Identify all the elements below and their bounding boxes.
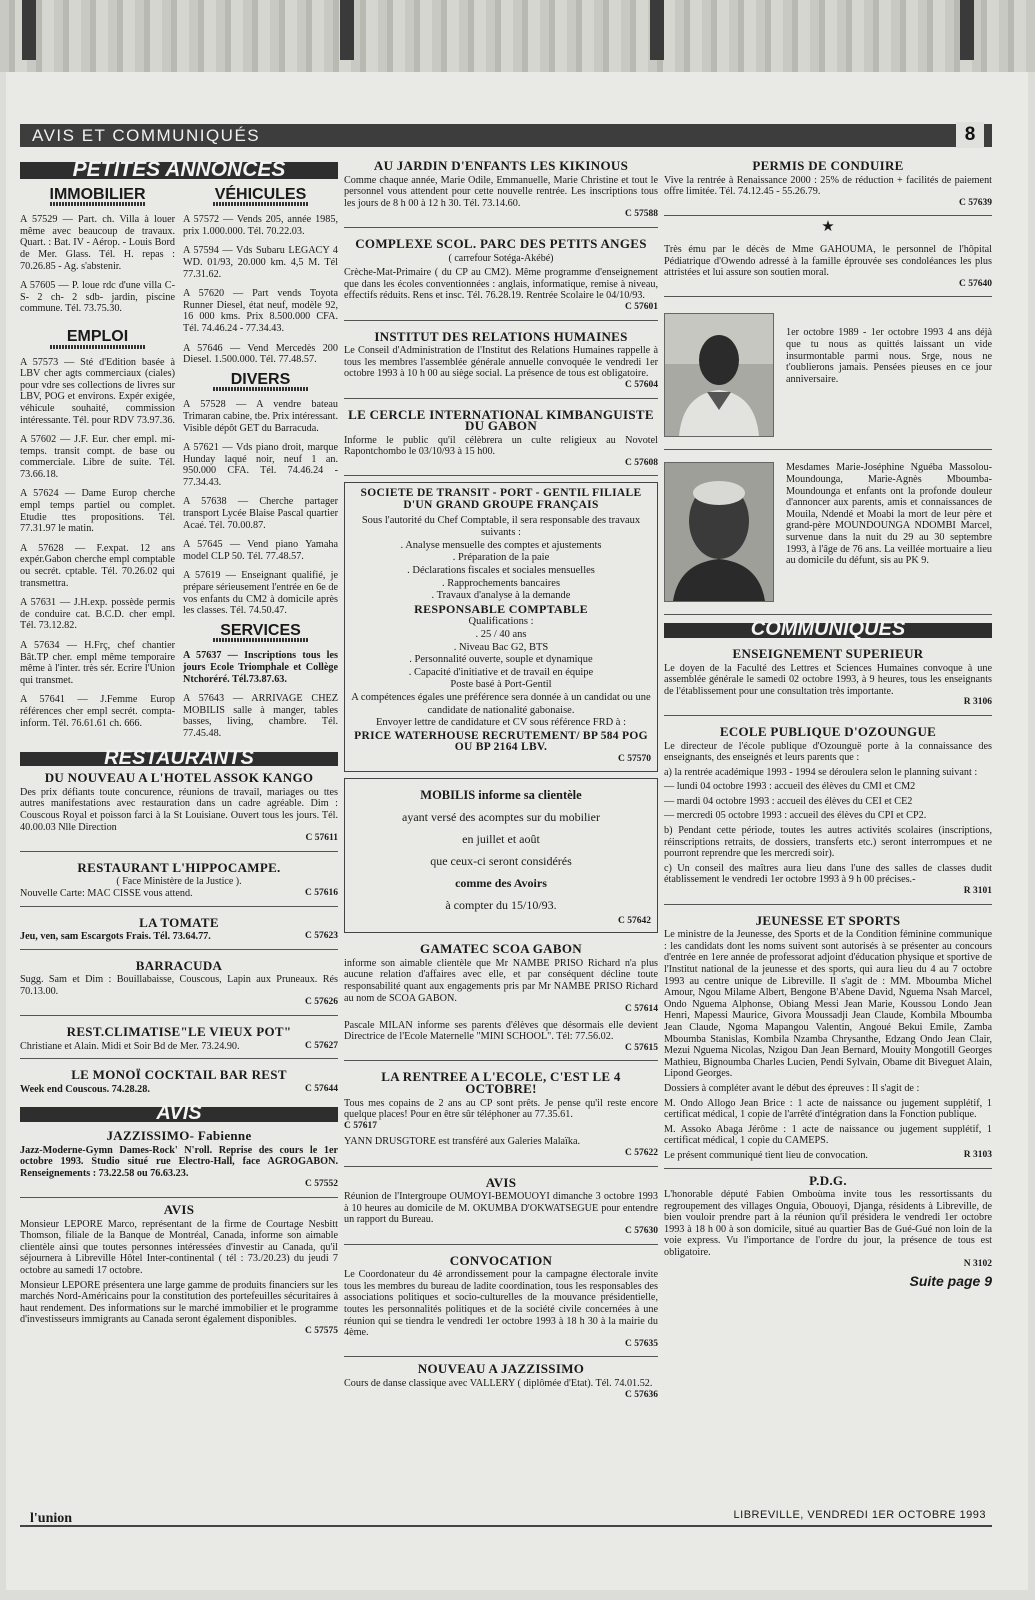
ad-item: A 57637 — Inscriptions tous les jours Ecole Triomphale et Collège Ntchoréré. Tél.73.87.63. <box>183 650 338 685</box>
binding-mark <box>22 0 36 60</box>
avis-ad <box>344 1173 658 1245</box>
notice-text: L'honorable député Fabien Omboùma invite tous les ressortissants du regroupement des villages Onguia, Obouoyi, Djanga, résidents à Libreville, de bien vouloir prendre part à la réunion qu'il présidera le vendredi 1er octobre 1993 à 18 h 00 à son domicile, situé au quartier Bas de Gué-Gué non loin de la voie express. Vu l'importance de l'ordre du jour, la présence de tous est obligatoire. <box>664 1189 992 1259</box>
memorial-text: 1er octobre 1989 - 1er octobre 1993 4 ans déjà que tu nous as quittés laissant un vide insurmontable parmi nous. Srge, nous ne t'oublierons jamais. Pensées pieuses en ce jour anniversaire. <box>786 327 992 385</box>
job-line: . 25 / 40 ans <box>475 629 527 640</box>
kikinous-ad <box>344 156 658 228</box>
ad-item: A 57602 — J.F. Eur. cher empl. mi-temps. transit compt. de base ou commerciale. Libre de suite. Tél. 73.66.18. <box>20 434 175 480</box>
job-line: Sous l'autorité du Chef Comptable, il sera responsable des travaux suivants : <box>361 514 641 539</box>
restaurant-text: Sugg. Sam et Dim : Bouillabaisse, Couscous, Lapin aux Pruneaux. Rés 70.13.00. <box>20 974 338 997</box>
restaurant-ad <box>20 1022 338 1059</box>
ad-text: Cours de danse classique avec VALLERY ( diplômée d'Etat). Tél. 74.01.52. <box>344 1377 653 1389</box>
vehicules-heading: VÉHICULES <box>214 185 307 203</box>
notice-text: Dossiers à compléter avant le début des épreuves : Il s'agit de : <box>664 1082 920 1094</box>
restaurant-ad <box>20 858 338 907</box>
notice-text: Le doyen de la Faculté des Lettres et Sciences Humaines convoque à une assemblée générale le samedi 02 octobre 1993, à 9 heures, tous les enseignants de l'établissement pour une consultation très importante. <box>664 662 992 697</box>
ad-item: A 57620 — Part vends Toyota Runner Diesel, état neuf, modèle 92, 16 000 kms. Prix 8.500.000 CFA. Tél. 74.46.24 - 77.34.43. <box>183 288 338 334</box>
column-middle <box>344 156 658 1401</box>
divers-heading: DIVERS <box>230 370 291 388</box>
enseignement-notice <box>664 644 992 716</box>
communiques-banner: COMMUNIQUES <box>664 623 992 638</box>
ad-code: C 57617 <box>344 1120 377 1131</box>
lepore-text: Monsieur LEPORE Marco, représentant de la firme de Courtage Nesbitt Thomson, filiale de la Banque de Montréal, Canada, informe son aimable clientèle ainsi que toutes personnes intéressées d'investir au Canada, qu'il séjournera à Libreville Hôtel Inter-continental ( tél : 73./20.23) du jeudi 7 octobre au samedi 17 octobre. <box>20 1218 338 1276</box>
ad-text: Pascale MILAN informe ses parents d'élèves que désormais elle devient Directrice de l'Ecole Maternelle "MINI SCHOOL". Tél: 77.56.02. <box>344 1019 658 1043</box>
job-line: . Niveau Bac G2, BTS <box>453 641 549 653</box>
ad-text: Crèche-Mat-Primaire ( du CP au CM2). Même programme d'enseignement que dans les écoles conventionnées : anglais, informatique, remise à niveau, effectifs réduits. Rens et insc. Tél. 76.28.19. Rentrée Scolaire le 04/10/93. <box>344 267 658 302</box>
ad-subtitle: ( carrefour Sotéga-Akébé) <box>448 252 554 264</box>
mobilis-line: MOBILIS informe sa clientèle <box>420 787 582 802</box>
deceased-text: Mesdames Marie-Joséphine Nguéba Massolou-Moundounga, Marie-Agnès Mboumba-Moundounga et enfants ont la profonde douleur d'annoncer aux parents, amis et connaissances de Mouila, Ndendé et Moabi la mort de leur père et grand-père MOUNDOUNGA NDOMBI Marcel, survenue dans la nuit du 29 au 30 septembre 1993, à l'âge de 76 ans. La veillée mortuaire a lieu au domicile du défunt, sis au PK 9. <box>786 462 992 567</box>
section-title: AVIS ET COMMUNIQUÉS <box>32 126 261 145</box>
ad-title: LA RENTREE A L'ECOLE, C'EST LE 4 OCTOBRE! <box>381 1069 621 1097</box>
ad-item: A 57621 — Vds piano droit, marque Hunday laqué noir, neuf 1 an. 950.000 CFA. Tél. 74.46.24 - 77.34.43. <box>183 442 338 488</box>
heading-rule <box>50 202 146 206</box>
ad-item: A 57634 — H.Frç, chef chantier Bât.TP cher. empl même temporaire même à l'inter. très sér. Ecrire l'Union qui transmet. <box>20 640 175 686</box>
ad-code: C 57614 <box>625 1004 658 1015</box>
schedule-item: — mardi 04 octobre 1993 : accueil des élèves du CEI et CE2 <box>664 795 913 807</box>
ad-text: Informe le public qu'il célèbrera un culte religieux au Novotel Rapontchombo le 03/10/93 à 15 h00. <box>344 434 658 458</box>
ad-title: PERMIS DE CONDUIRE <box>752 158 904 173</box>
notice-title: ECOLE PUBLIQUE D'OZOUNGUE <box>719 723 937 739</box>
restaurant-name: DU NOUVEAU A L'HOTEL ASSOK KANGO <box>44 770 314 786</box>
notice-text: b) Pendant cette période, toutes les autres activités scolaires (inscriptions, réinscriptions retraits, de dossiers, transferts etc.) seront interrompues et ne pourront reprendre que les mercredi soir). <box>664 825 992 860</box>
notice-text: c) Un conseil des maîtres aura lieu dans l'une des salles de classes dudit établissement le vendredi 1er octobre 1993 à 9 h 00 précises.- <box>664 862 992 886</box>
column-right <box>664 156 992 1288</box>
ad-item: A 57641 — J.Femme Europ références cher empl secrét. compta- inform. Tél. 76.61.61 ch. 666. <box>20 694 175 729</box>
ad-item: A 57646 — Vend Mercedès 200 Diesel. 1.500.000. Tél. 77.48.57. <box>183 342 338 366</box>
page-number: 8 <box>956 122 984 148</box>
portrait-image <box>665 314 773 436</box>
ad-code: C 57642 <box>618 915 651 926</box>
ad-code: C 57622 <box>625 1148 658 1159</box>
gamatec-ad <box>344 939 658 1061</box>
restaurant-name: LA TOMATE <box>139 914 219 930</box>
heading-rule <box>213 638 309 642</box>
schedule-item: — mercredi 05 octobre 1993 : accueil des élèves du CPI et CP2. <box>664 810 927 822</box>
ad-code: C 57604 <box>625 379 658 390</box>
ad-code: C 57588 <box>625 209 658 220</box>
notice-text: a) la rentrée académique 1993 - 1994 se déroulera selon le planning suivant : <box>664 766 978 778</box>
ad-item: A 57628 — F.expat. 12 ans expér.Gabon cherche empl comptable ou secrét. cptable. Tél. 70.26.02 qui transmettra. <box>20 542 175 589</box>
classifieds-col-b <box>183 183 338 748</box>
notice-text: Le ministre de la Jeunesse, des Sports et de la Condition féminine communique : les candidats dont les noms suivent sont autorisés à se présenter au concours d'entrée en 1ere année de professorat adjoint d'éducation physique et sportive de l'Institut national de la jeunesse et des sports, qui aura lieu du 4 au 7 octobre 1993 au centre unique de Libreville. Il s'agit de : MM. Mboumba Michel Amour, Ngou Milame Albert, Bengone B'Abene David, Nguema Nsah Marcel, Ondo Nguema Alphonse, Obiang Messi Jean Marie, Koussou Londo Jean Henri, Mapessi Maurice, Givora Moussadji Jean Claude, Kombila Mboumba Jean Claude, Ngoma Mapangou Valentin, Angoué Bekui Emile, Zamba Mboumba Stanislas, Kombila Nzamba Chrysanthe, Edzang Ondo Jean Clair, Mezui Nguema Nicolas, Nzigou Dan Jean Bernard, Mouity Mongotill Georges Mathieu, Bignoumba Charles Lucien, Pendi Sylvain, Obame dit Biveguet Alain, Lipond Georges. <box>664 929 992 1080</box>
ad-text: YANN DRUSGTORE est transféré aux Galeries Malaïka. <box>344 1136 581 1148</box>
portrait-photo <box>664 462 774 602</box>
ad-code: C 57601 <box>625 301 658 312</box>
ad-code: C 57627 <box>305 1040 338 1051</box>
mobilis-line: à compter du 15/10/93. <box>445 897 557 912</box>
restaurant-text: Christiane et Alain. Midi et Soir Bd de Mer. 73.24.90. <box>20 1040 240 1052</box>
job-role: RESPONSABLE COMPTABLE <box>414 601 588 616</box>
jazzissimo-nouveau-ad <box>344 1363 658 1401</box>
restaurant-text: Week end Couscous. 74.28.28. <box>20 1083 150 1095</box>
services-heading: SERVICES <box>220 621 301 639</box>
ad-item: A 57624 — Dame Europ cherche empl temps partiel ou complet. Etudie ttes propositions. Tél. 77.31.97 le matin. <box>20 488 175 535</box>
job-line: . Personnalité ouverte, souple et dynamique <box>409 654 593 666</box>
ad-code: C 57644 <box>305 1083 338 1094</box>
restaurant-subtitle: ( Face Ministère de la Justice ). <box>116 876 242 888</box>
star-separator: ★ <box>821 219 835 236</box>
ad-text: Très ému par le décès de Mme GAHOUMA, le personnel de l'hôpital Pédiatrique d'Owendo adressé à la famille éprouvée ses condoléances les plus attristées et lui assure son soutien moral. <box>664 243 992 279</box>
notice-text: Le présent communiqué tient lieu de convocation. <box>664 1149 868 1161</box>
binding-mark <box>340 0 354 60</box>
ad-text: Tous mes copains de 2 ans au CP sont prêts. Je pense qu'il reste encore quelque places! Pour en être sûr téléphoner au 77.35.61. <box>344 1097 658 1121</box>
ad-code: C 57640 <box>959 278 992 289</box>
ad-code: C 57552 <box>305 1179 338 1190</box>
job-line: . Capacité d'initiative et de travail en équipe <box>408 666 594 678</box>
job-line: Qualifications : <box>468 616 534 628</box>
ad-code: C 57608 <box>625 457 658 468</box>
ad-item: A 57619 — Enseignant qualifié, je prépare sérieusement l'entrée en 6e de vos enfants du CM2 à domicile après les classes. Tél. 74.50.47. <box>183 570 338 617</box>
portrait-photo <box>664 313 774 437</box>
job-line: . Travaux d'analyse à la demande <box>431 590 571 602</box>
restaurant-text: Jeu, ven, sam Escargots Frais. Tél. 73.64.77. <box>20 931 211 943</box>
ad-title: NOUVEAU A JAZZISSIMO <box>417 1361 585 1377</box>
classifieds-grid <box>20 183 338 748</box>
jazz-text: Jazz-Moderne-Gymn Dames-Rock' N'roll. Reprise des cours le 1er octobre 1993. Studio situé rue Electro-Hall, face AGROGABON. Renseignements : 73.22.58 ou 76.63.23. <box>20 1144 338 1179</box>
notice-code: R 3103 <box>963 1149 992 1160</box>
ad-item: A 57638 — Cherche partager transport Lycée Blaise Pascal quartier Acaé. Tél. 70.00.87. <box>183 496 338 531</box>
ad-item: A 57528 — A vendre bateau Trimaran cabine, tbe. Prix intéressant. Visible dépôt GET du Barracuda. <box>183 399 338 434</box>
petites-annonces-banner: PETITES ANNONCES <box>20 162 338 179</box>
lepore-text-2: Monsieur LEPORE présentera une large gamme de produits financiers sur les marchés Nord-Américains pour la constitution des portefeuilles sécuritaires à haut rendement. Des informations sur le marché immobilier et le programme d'investisseurs immigrants au Canada seront également disponibles. <box>20 1279 338 1326</box>
restaurant-ad <box>20 768 338 852</box>
issue-date: LIBREVILLE, VENDREDI 1ER OCTOBRE 1993 <box>733 1509 986 1521</box>
continued-link[interactable]: Suite page 9 <box>909 1273 992 1290</box>
binding-mark <box>650 0 664 60</box>
job-line: . Déclarations fiscales et sociales mensuelles <box>407 565 595 577</box>
ad-item: A 57605 — P. loue rdc d'une villa C- S- 2 ch- 2 sdb- jardin, piscine commune. Tél. 73.75.30. <box>20 280 175 315</box>
ad-code: C 57611 <box>305 833 338 844</box>
job-line: . Rapprochements bancaires <box>441 577 561 589</box>
ad-code: C 57615 <box>625 1042 658 1053</box>
cercle-ad <box>344 405 658 477</box>
rentree-ad <box>344 1067 658 1166</box>
section-header <box>20 124 992 147</box>
ad-text: Le Conseil d'Administration de l'Institut des Relations Humaines rappelle à tous les membres l'assemblée générale annuelle convoquée le vendredi 1er octobre 1993 à 10 h 00 au siège social. La présence de tous est obligatoire. <box>344 345 658 380</box>
restaurant-text: Nouvelle Carte: MAC CISSE vous attend. <box>20 887 193 899</box>
avis-title: AVIS <box>163 1202 195 1217</box>
heading-rule <box>213 202 309 206</box>
notice-title: ENSEIGNEMENT SUPERIEUR <box>732 645 924 661</box>
ad-item: A 57529 — Part. ch. Villa à louer même avec beaucoup de travaux. Quart. : Bat. IV - Aérop. - Louis Bord de Mer. Glass. Tél. H. repas : 70.26.85 - Ag. s'abstenir. <box>20 214 175 272</box>
job-contact: PRICE WATERHOUSE RECRUTEMENT/ BP 584 POG OU BP 2164 LBV. <box>354 729 648 754</box>
notice-text: Le directeur de l'école publique d'Ozounguë porte à la connaissance des enseignants, des enseignés et leurs parents que : <box>664 740 992 764</box>
job-line: . Préparation de la paie <box>452 552 550 564</box>
ad-text: Comme chaque année, Marie Odile, Emmanuelle, Marie Christine et tout le personnel vous attendent pour cette nouvelle rentrée. Les inscriptions tous les jours de 8 h 00 à 12 h 30. Tél. 73.14.60. <box>344 174 658 209</box>
portrait-image <box>665 463 773 601</box>
ad-text: Réunion de l'Intergroupe OUMOYI-BEMOUOYI dimanche 3 octobre 1993 à 10 heures au domicile de M. OKUMBA D'OKWATSEGUE pour entendre un rapport du Bureau. <box>344 1191 658 1226</box>
pdg-notice <box>664 1172 992 1271</box>
restaurant-text: Des prix défiants toute concurence, réunions de travail, mariages ou ttes autres manifestations avec restauration dans un cadre agréable. Dim : Couscous Royal et poisson farci à la St Louisiane. Ouvert tous les jours. Tél. 40.00.03 Nlle Direction <box>20 786 338 833</box>
complexe-ad <box>344 234 658 321</box>
ad-item: A 57631 — J.H.exp. possède permis de conduire cat. B.C.D. cher empl. Tél. 73.12.82. <box>20 597 175 632</box>
schedule-item: — lundi 04 octobre 1993 : accueil des élèves du CMI et CM2 <box>664 781 916 793</box>
job-line: Envoyer lettre de candidature et CV sous référence FRD à : <box>376 717 626 729</box>
job-line: A compétences égales une préférence sera donnée à un candidat ou une candidate de nationalité gabonaise. <box>351 691 651 716</box>
mobilis-line: que ceux-ci seront considérés <box>430 853 572 868</box>
ad-code: C 57616 <box>305 887 338 898</box>
restaurant-name: RESTAURANT L'HIPPOCAMPE. <box>77 859 281 875</box>
restaurant-ad <box>20 1065 338 1101</box>
ad-text: Vive la rentrée à Renaissance 2000 : 25% de réduction + facilités de paiement offre limitée. Tél. 74.12.45 - 55.26.79. <box>664 174 992 198</box>
notice-code: N 3102 <box>963 1258 992 1269</box>
ad-code: C 57635 <box>625 1338 658 1349</box>
ad-code: C 57636 <box>625 1389 658 1400</box>
ad-title: SOCIETE DE TRANSIT - PORT - GENTIL FILIALE D'UN GRAND GROUPE FRANÇAIS <box>360 487 642 512</box>
ad-code: C 57630 <box>625 1226 658 1236</box>
jazz-title: JAZZISSIMO- Fabienne <box>106 1128 252 1144</box>
ad-text: informe son aimable clientèle que Mr NAMBE PRISO Richard n'a plus aucune relation d'affaires avec elle, et par conséquent décline toute responsabilité quant aux engagements pris par Mr NAMBE PRISO Richard au nom de SCOA GABON. <box>344 957 658 1004</box>
convocation-ad <box>344 1251 658 1358</box>
ad-title: CONVOCATION <box>449 1252 553 1268</box>
notice-code: R 3101 <box>963 886 992 897</box>
ad-title: AVIS <box>485 1174 517 1190</box>
ad-title: AU JARDIN D'ENFANTS LES KIKINOUS <box>373 158 629 173</box>
immobilier-heading: IMMOBILIER <box>49 185 146 203</box>
ad-item: A 57573 — Sté d'Edition basée à LBV cher agts commerciaux (ciales) pour vdre ses collections de livres sur LBV, POG et environs. Expér exigée, véhicule souhaité, commission intéressante. Tél. pour RDV 73.97.36. <box>20 356 175 426</box>
ad-code: C 57570 <box>618 753 651 764</box>
heading-rule <box>213 387 309 391</box>
mobilis-line: ayant versé des acomptes sur du mobilier <box>402 809 600 824</box>
ad-item: A 57643 — ARRIVAGE CHEZ MOBILIS salle à manger, tables basses, living, chambre. Tél. 77.45.48. <box>183 693 338 739</box>
ad-code: C 57639 <box>959 197 992 208</box>
notice-title: P.D.G. <box>809 1172 847 1188</box>
restaurant-name: BARRACUDA <box>135 957 223 973</box>
permis-ad <box>664 156 992 216</box>
restaurant-ad <box>20 913 338 950</box>
heading-rule <box>50 345 146 349</box>
classifieds-col-a <box>20 183 175 748</box>
ad-item: A 57572 — Vends 205, année 1985, prix 1.000.000. Tél. 70.22.03. <box>183 214 338 237</box>
ad-title: INSTITUT DES RELATIONS HUMAINES <box>374 328 628 344</box>
mobilis-line: en juillet et août <box>462 831 540 846</box>
column-left <box>20 158 338 1338</box>
emploi-heading: EMPLOI <box>66 327 129 345</box>
notice-title: JEUNESSE ET SPORTS <box>755 912 901 928</box>
memorial-notice <box>664 303 992 450</box>
restaurant-name: LE MONOÏ COCKTAIL BAR REST <box>71 1067 287 1083</box>
societe-transit-ad <box>344 482 658 771</box>
institut-ad <box>344 327 658 399</box>
page-footer <box>20 1509 992 1527</box>
ad-text: Le Coordonateur du 4è arrondissement pour la campagne électorale invite tous les membres du bureau de ladite coordination, tous les responsables des associations politiques et socio-culturelles de la mouvance présidentielle, toutes les personnalités politiques et de la société civile concernées à une réunion qui se tiendra le vendredi 1er octobre 1993 à 18 h 30 à la mairie du 4ème. <box>344 1269 658 1339</box>
ad-title: COMPLEXE SCOL. PARC DES PETITS ANGES <box>355 235 647 251</box>
ad-item: A 57594 — Vds Subaru LEGACY 4 WD. 01/93, 20.000 km. 4,5 M. Tél 77.31.62. <box>183 245 338 280</box>
job-line: . Analyse mensuelle des comptes et ajustements <box>400 539 602 551</box>
binding-mark <box>960 0 974 60</box>
restaurant-ad <box>20 956 338 1016</box>
newspaper-brand: l'union <box>30 1511 73 1526</box>
jeunesse-notice <box>664 911 992 1169</box>
notice-text: M. Ondo Allogo Jean Brice : 1 acte de naissance ou jugement supplétif, 1 certificat médical, 1 copie de l'arrêté d'intégration dans la Fonction publique. <box>664 1097 992 1121</box>
ad-title: LE CERCLE INTERNATIONAL KIMBANGUISTE DU GABON <box>348 406 654 434</box>
mobilis-ad <box>344 778 658 934</box>
lepore-ad <box>20 1204 338 1338</box>
ad-code: C 57623 <box>305 931 338 942</box>
ad-title: GAMATEC SCOA GABON <box>420 941 582 957</box>
ad-code: C 57626 <box>305 997 338 1008</box>
notice-text: M. Assoko Abaga Jérôme : 1 acte de naissance ou jugement supplétif, 1 certificat médical, 1 copie du CAMEPS. <box>664 1123 992 1147</box>
avis-banner: AVIS <box>20 1107 338 1122</box>
restaurant-name: REST.CLIMATISE"LE VIEUX POT" <box>66 1024 292 1040</box>
restaurants-banner: RESTAURANTS <box>20 752 338 767</box>
page-top-strip <box>0 0 1035 72</box>
ad-code: C 57575 <box>305 1325 338 1336</box>
job-line: Poste basé à Port-Gentil <box>450 679 552 691</box>
ad-item: A 57645 — Vend piano Yamaha model CLP 50. Tél. 77.48.57. <box>183 539 338 562</box>
ecole-notice <box>664 722 992 905</box>
gahouma-notice <box>664 240 992 297</box>
mobilis-line: comme des Avoirs <box>455 875 547 890</box>
deceased-notice <box>664 456 992 615</box>
jazzissimo-ad <box>20 1126 338 1198</box>
notice-code: R 3106 <box>963 697 992 708</box>
